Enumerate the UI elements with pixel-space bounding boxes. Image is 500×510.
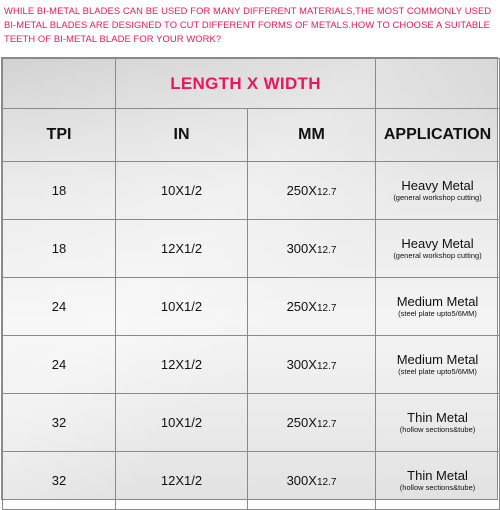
mm-width: 12.7 [316, 303, 337, 314]
cell-application [376, 220, 500, 278]
application-detail: (general workshop cutting) [393, 250, 482, 260]
application-main: Medium Metal [396, 351, 479, 367]
cell-application [376, 336, 500, 394]
cell-application [376, 394, 500, 452]
application-main: Thin Metal [407, 467, 468, 483]
mm-width: 12.7 [316, 245, 337, 256]
table-row [3, 336, 500, 394]
mm-width: 12.7 [316, 187, 337, 198]
cell-application [376, 162, 500, 220]
table-row [3, 220, 500, 278]
cell-application [376, 278, 500, 336]
cell-tpi: 32 [3, 394, 116, 452]
cell-application [376, 452, 500, 510]
mm-length: 250X [286, 415, 317, 430]
mm-length: 250X [286, 183, 317, 198]
table-row [3, 278, 500, 336]
cell-in: 10X1/2 [116, 278, 248, 336]
application-detail: (general workshop cutting) [393, 192, 482, 202]
application-main: Heavy Metal [401, 235, 474, 251]
table-row [3, 452, 500, 510]
header-tpi: TPI [3, 109, 116, 162]
cell-tpi: 32 [3, 452, 116, 510]
mm-length: 250X [286, 299, 317, 314]
mm-length: 300X [286, 473, 317, 488]
mm-width: 12.7 [316, 419, 337, 430]
cell-in: 12X1/2 [116, 452, 248, 510]
application-detail: (hollow sections&tube) [399, 424, 476, 434]
intro-text: WHILE BI-METAL BLADES CAN BE USED FOR MANY DIFFERENT MATERIALS,THE MOST COMMONLY USED BI-METAL BLADES ARE DESIGNED TO CUT DIFFERENT FORMS OF METALS.HOW TO CHOOSE A SUITABLE TEETH OF BI-METAL BLADE FOR YOUR WORK? [4, 5, 492, 44]
cell-tpi: 24 [3, 278, 116, 336]
cell-mm [248, 220, 376, 278]
cell-mm [248, 162, 376, 220]
cell-tpi: 18 [3, 220, 116, 278]
cell-tpi: 24 [3, 336, 116, 394]
mm-width: 12.7 [316, 477, 337, 488]
cell-in: 10X1/2 [116, 162, 248, 220]
length-width-header: LENGTH X WIDTH [116, 59, 376, 109]
table-row [3, 162, 500, 220]
header-mm: MM [248, 109, 376, 162]
cell-mm [248, 394, 376, 452]
cell-in: 10X1/2 [116, 394, 248, 452]
cell-mm [248, 278, 376, 336]
application-main: Medium Metal [396, 293, 479, 309]
cell-in: 12X1/2 [116, 220, 248, 278]
cell-mm [248, 336, 376, 394]
header-in: IN [116, 109, 248, 162]
cell-tpi: 18 [3, 162, 116, 220]
application-main: Thin Metal [407, 409, 468, 425]
application-detail: (hollow sections&tube) [399, 482, 476, 492]
mm-width: 12.7 [316, 361, 337, 372]
cell-in: 12X1/2 [116, 336, 248, 394]
cell-mm [248, 452, 376, 510]
application-detail: (steel plate upto5/6MM) [398, 308, 477, 318]
blade-spec-table [1, 57, 498, 500]
mm-length: 300X [286, 357, 317, 372]
empty-header-cell-left [3, 59, 116, 109]
table-row [3, 394, 500, 452]
empty-header-cell-right [376, 59, 500, 109]
application-detail: (steel plate upto5/6MM) [398, 366, 477, 376]
mm-length: 300X [286, 241, 317, 256]
application-main: Heavy Metal [401, 177, 474, 193]
header-application: APPLICATION [376, 109, 500, 162]
